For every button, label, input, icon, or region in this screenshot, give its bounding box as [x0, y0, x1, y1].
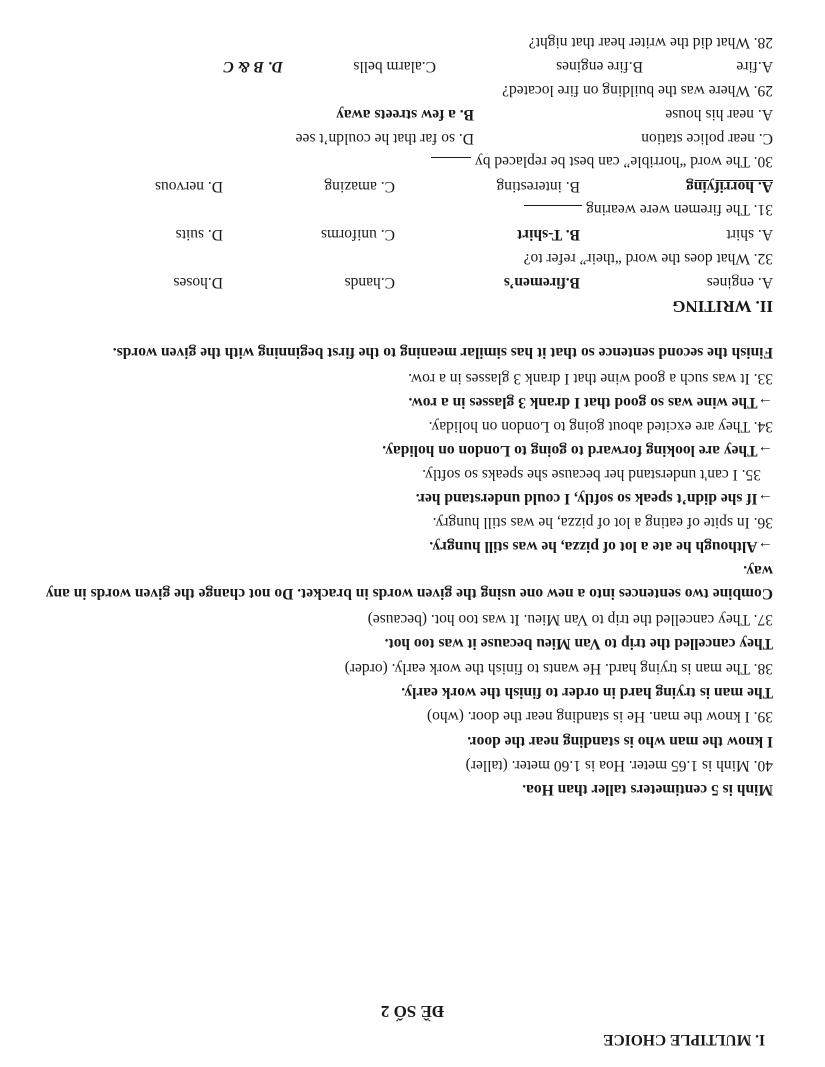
option-29b: B. a few streets away: [336, 106, 474, 123]
answer-39: I know the man who is standing near the door.: [467, 733, 773, 750]
option-31c: C. uniforms: [320, 226, 395, 243]
option-30a: A. horrifying: [686, 178, 773, 195]
answer-blank-30: [431, 157, 471, 172]
option-32b: B.firemen’s: [503, 274, 580, 291]
question-38: 38. The man is trying hard. He wants to finish the work early. (order): [344, 660, 773, 677]
option-28b: B.fire engines: [556, 58, 643, 75]
option-32a: A. engines: [706, 274, 773, 291]
question-33: 33. It was such a good wine that I drank 3 glasses in a row.: [408, 370, 773, 387]
option-29d: D. so far that he couldn’t see: [295, 130, 474, 147]
question-40: 40. Minh is 1.65 meter. Hoa is 1.60 meter. (taller): [465, 757, 773, 774]
question-30-text: 30. The word “horrible” can best be replaced by: [475, 153, 773, 170]
option-31d: D. suits: [175, 226, 223, 243]
option-28d: D. B & C: [223, 58, 283, 75]
option-29a: A. near his house: [665, 106, 773, 123]
answer-38: The man is trying hard in order to finish the work early.: [401, 684, 773, 701]
section-writing: II. WRITING: [672, 297, 773, 316]
answer-34: →They are looking forward to going to London on holiday.: [382, 442, 773, 459]
option-28a: A.fire: [736, 58, 773, 75]
question-29: 29. Where was the building on fire located?: [502, 82, 773, 99]
option-31b: B. T-shirt: [517, 226, 580, 243]
question-32: 32. What does the word “their” refer to?: [523, 250, 773, 267]
combine-instruction: Combine two sentences into a new one using the given words in bracket. Do not change the given words in any way.: [45, 562, 773, 602]
option-32d: D.hoses: [173, 274, 223, 291]
question-36: 36. In spite of eating a lot of pizza, he was still hungry.: [432, 514, 773, 531]
answer-33: →The wine was so good that I drank 3 glasses in a row.: [408, 394, 773, 411]
question-35: 35. I can't understand her because she speaks so softly.: [422, 466, 761, 483]
question-28: 28. What did the writer hear that night?: [528, 34, 773, 51]
option-30b: B. interesting: [496, 178, 580, 195]
option-31a: A. shirt: [726, 226, 773, 243]
question-30: [45, 151, 773, 172]
question-34: 34. They are excited about going to London on holiday.: [428, 418, 773, 435]
option-30d: D. nervous: [154, 178, 223, 195]
answer-blank-31: [524, 205, 582, 220]
option-30c: C. amazing: [324, 178, 395, 195]
page-title: ĐỀ SỐ 2: [380, 1002, 445, 1021]
question-31-text: 31. The firemen were wearing: [586, 201, 773, 218]
option-29c: C. near police station: [641, 130, 773, 147]
answer-36: →Although he ate a lot of pizza, he was still hungry.: [429, 538, 773, 555]
option-28c: C.alarm bells: [353, 58, 436, 75]
question-31: [45, 199, 773, 220]
answer-35: →If she didn’t speak so softly, I could understand her.: [415, 490, 773, 507]
question-37: 37. They cancelled the trip to Van Mieu. It was too hot. (because): [367, 611, 773, 628]
section-heading: I. MULTIPLE CHOICE: [603, 1031, 765, 1048]
option-32c: C.hands: [344, 274, 395, 291]
finish-instruction: Finish the second sentence so that it has similar meaning to the first beginning with the given words.: [112, 344, 773, 361]
question-39: 39. I know the man. He is standing near the door. (who): [426, 708, 773, 725]
answer-37: They cancelled the trip to Van Mieu because it was too hot.: [384, 635, 773, 652]
answer-40: Minh is 5 centimeters taller than Hoa.: [522, 781, 773, 798]
